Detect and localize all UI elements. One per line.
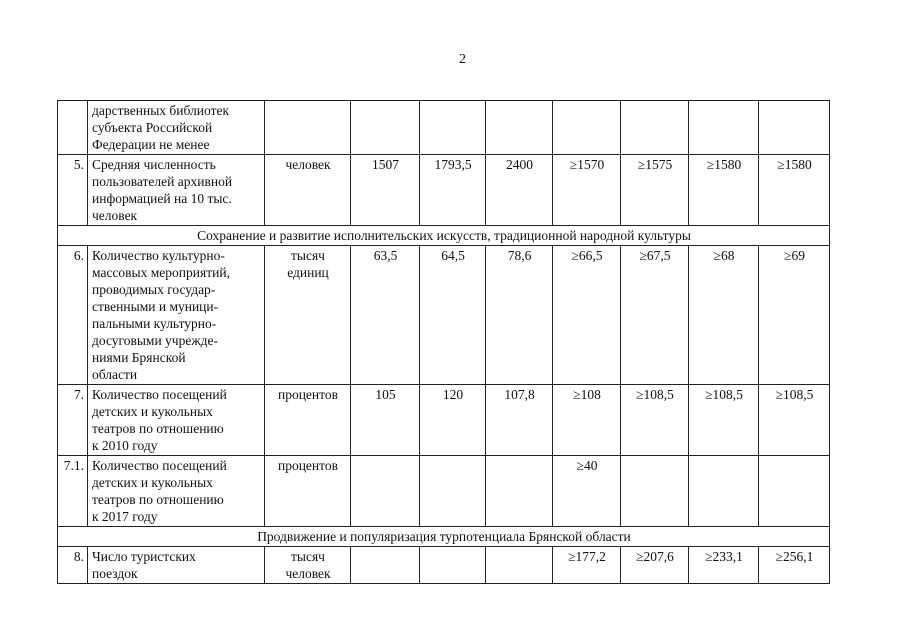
indicator-name-line: к 2017 году [92, 509, 158, 524]
indicator-name-line: дарственных библиотек [92, 103, 230, 118]
indicator-name [88, 246, 265, 385]
unit-line: тысяч [291, 549, 325, 564]
value-cell [759, 456, 830, 527]
indicator-name-line: информацией на 10 тыс. [92, 191, 232, 206]
value-cell: ≥67,5 [621, 246, 689, 385]
value-cell [689, 456, 759, 527]
value-cell: ≥108 [553, 385, 621, 456]
unit-cell [265, 155, 351, 226]
indicator-name [88, 101, 265, 155]
indicator-name-line: проводимых государ- [92, 282, 216, 297]
indicator-name-line: пользователей архивной [92, 174, 233, 189]
value-cell: ≥207,6 [621, 547, 689, 584]
indicator-name-line: субъекта Российской [92, 120, 213, 135]
row-number: 7. [58, 385, 88, 456]
table-row [58, 547, 830, 584]
value-cell [420, 101, 486, 155]
indicator-name-line: человек [92, 208, 138, 223]
value-cell [486, 456, 553, 527]
value-cell: ≥233,1 [689, 547, 759, 584]
indicator-name-line: детских и кукольных [92, 475, 213, 490]
value-cell: ≥40 [553, 456, 621, 527]
row-number: 6. [58, 246, 88, 385]
unit-cell [265, 547, 351, 584]
value-cell: 1793,5 [420, 155, 486, 226]
value-cell: 78,6 [486, 246, 553, 385]
indicator-name-line: досуговыми учрежде- [92, 333, 219, 348]
indicator-name-line: Количество культурно- [92, 248, 225, 263]
indicator-name-line: Количество посещений [92, 458, 227, 473]
value-cell [759, 101, 830, 155]
table-row [58, 456, 830, 527]
row-number [58, 101, 88, 155]
indicator-name-line: детских и кукольных [92, 404, 213, 419]
unit-line: человек [285, 566, 331, 581]
value-cell [486, 547, 553, 584]
unit-line: тысяч [291, 248, 325, 263]
value-cell [621, 456, 689, 527]
unit-line: процентов [277, 387, 338, 402]
indicator-name-line: поездок [92, 566, 138, 581]
indicator-name-line: ниями Брянской [92, 350, 186, 365]
value-cell: 64,5 [420, 246, 486, 385]
section-title: Продвижение и популяризация турпотенциала Брянской области [58, 527, 830, 547]
value-cell: ≥1580 [759, 155, 830, 226]
value-cell: ≥177,2 [553, 547, 621, 584]
row-number: 5. [58, 155, 88, 226]
value-cell: ≥68 [689, 246, 759, 385]
indicator-name-line: Федерации не менее [92, 137, 210, 152]
indicator-name-line: Количество посещений [92, 387, 227, 402]
value-cell [351, 101, 420, 155]
page-number: 2 [459, 52, 466, 67]
value-cell [689, 101, 759, 155]
value-cell [621, 101, 689, 155]
indicator-name-line: области [92, 367, 138, 382]
section-header-row [58, 226, 830, 246]
table-row [58, 155, 830, 226]
unit-cell [265, 385, 351, 456]
unit-line: единиц [287, 265, 329, 280]
value-cell: ≥1580 [689, 155, 759, 226]
indicator-name-line: ственными и муници- [92, 299, 219, 314]
indicators-table [57, 100, 830, 584]
table-row [58, 385, 830, 456]
row-number: 8. [58, 547, 88, 584]
unit-cell [265, 101, 351, 155]
table-row [58, 101, 830, 155]
value-cell: ≥1570 [553, 155, 621, 226]
value-cell: ≥66,5 [553, 246, 621, 385]
value-cell [486, 101, 553, 155]
indicator-name-line: театров по отношению [92, 492, 224, 507]
value-cell: ≥108,5 [759, 385, 830, 456]
section-title: Сохранение и развитие исполнительских искусств, традиционной народной культуры [58, 226, 830, 246]
value-cell: 63,5 [351, 246, 420, 385]
value-cell: 120 [420, 385, 486, 456]
value-cell [351, 547, 420, 584]
indicator-name-line: Средняя численность [92, 157, 216, 172]
indicator-name-line: массовых мероприятий, [92, 265, 230, 280]
value-cell: 105 [351, 385, 420, 456]
indicator-name [88, 155, 265, 226]
section-header-row [58, 527, 830, 547]
indicator-name-line: к 2010 году [92, 438, 158, 453]
value-cell: 107,8 [486, 385, 553, 456]
value-cell [553, 101, 621, 155]
value-cell [420, 547, 486, 584]
unit-line: процентов [277, 458, 338, 473]
row-number: 7.1. [58, 456, 88, 527]
unit-cell [265, 246, 351, 385]
unit-line: человек [285, 157, 331, 172]
value-cell: ≥108,5 [689, 385, 759, 456]
value-cell: ≥69 [759, 246, 830, 385]
unit-cell [265, 456, 351, 527]
value-cell [351, 456, 420, 527]
value-cell: ≥1575 [621, 155, 689, 226]
value-cell: ≥108,5 [621, 385, 689, 456]
indicator-name [88, 385, 265, 456]
indicator-name [88, 456, 265, 527]
value-cell: ≥256,1 [759, 547, 830, 584]
indicator-name-line: театров по отношению [92, 421, 224, 436]
value-cell [420, 456, 486, 527]
indicator-name-line: пальными культурно- [92, 316, 217, 331]
indicator-name [88, 547, 265, 584]
value-cell: 1507 [351, 155, 420, 226]
table-row [58, 246, 830, 385]
indicator-name-line: Число туристских [92, 549, 196, 564]
value-cell: 2400 [486, 155, 553, 226]
